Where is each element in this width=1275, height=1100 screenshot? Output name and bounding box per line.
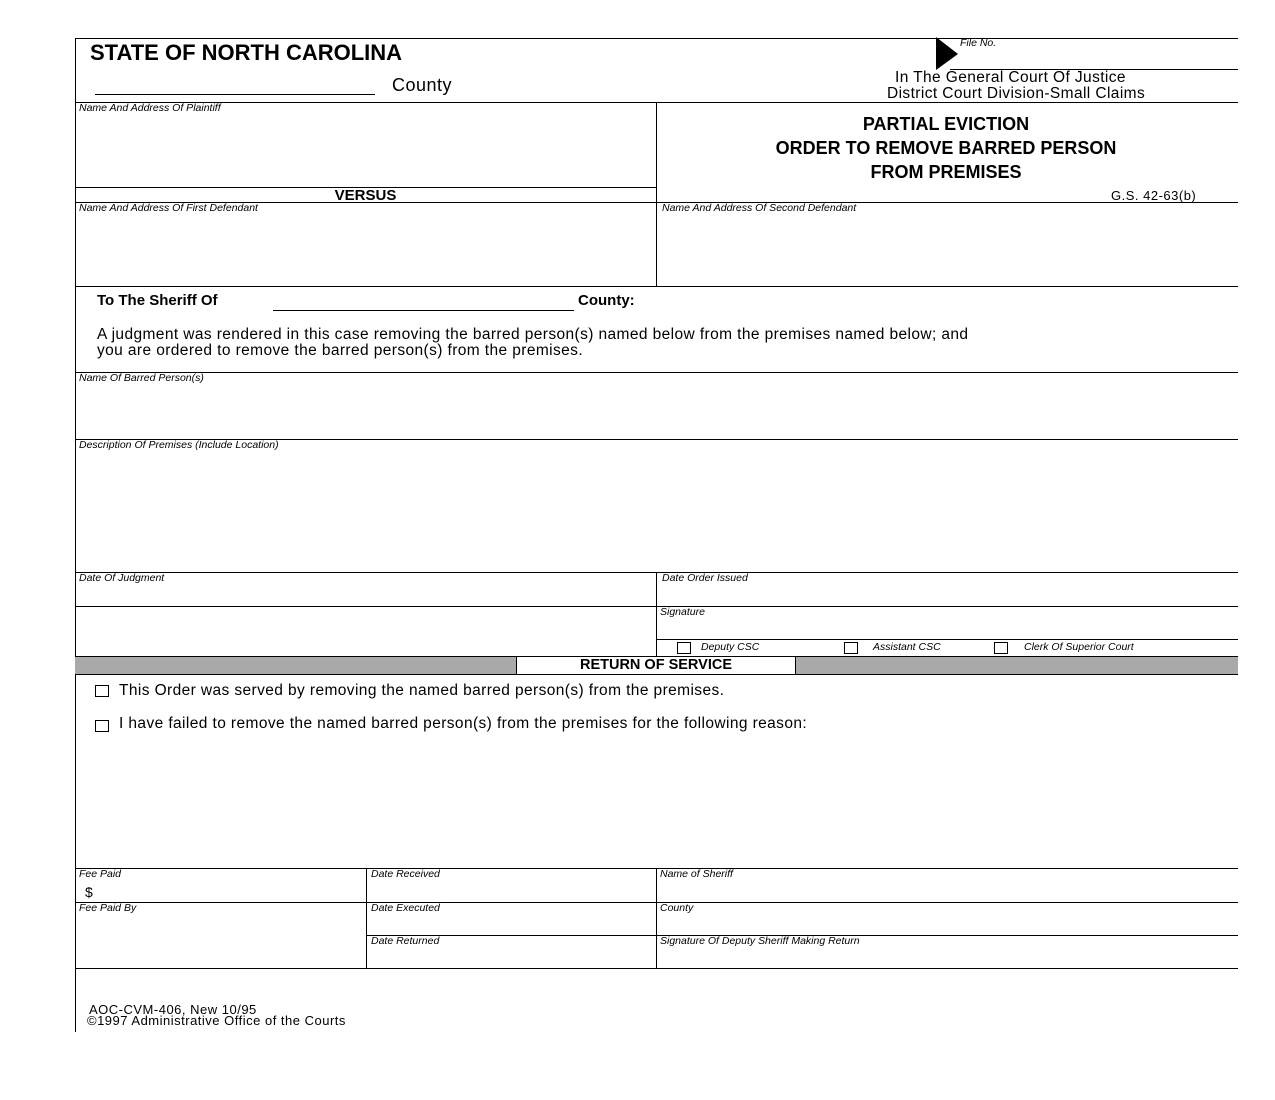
failed-checkbox[interactable] <box>95 720 109 732</box>
clerk-superior-label: Clerk Of Superior Court <box>1024 641 1134 653</box>
date-received-label: Date Received <box>371 868 440 880</box>
served-option-label: This Order was served by removing the named barred person(s) from the premises. <box>119 682 725 699</box>
date-executed-label: Date Executed <box>371 902 440 914</box>
fee-paid-by-input[interactable] <box>78 916 362 966</box>
fee-paid-label: Fee Paid <box>79 868 122 880</box>
deputy-csc-checkbox[interactable] <box>677 642 691 654</box>
order-text-line-2: you are ordered to remove the barred person(s) from the premises. <box>97 342 584 359</box>
file-no-input[interactable] <box>1010 45 1230 67</box>
sheriff-county-label: County: <box>578 292 635 309</box>
title-line-3: FROM PREMISES <box>870 162 1022 182</box>
return-service-heading: RETURN OF SERVICE <box>516 656 796 675</box>
clerk-superior-checkbox[interactable] <box>994 642 1008 654</box>
rs-county-input[interactable] <box>659 915 1234 934</box>
signature-label: Signature <box>660 606 705 618</box>
deputy-signature-input[interactable] <box>659 948 1234 967</box>
first-defendant-label: Name And Address Of First Defendant <box>79 202 258 214</box>
top-border <box>75 38 1238 39</box>
dollar-sign: $ <box>85 884 93 900</box>
signature-top-line <box>75 606 1238 607</box>
title-line-1: PARTIAL EVICTION <box>862 114 1030 134</box>
fee-divider-1 <box>366 868 367 969</box>
sheriff-county-input[interactable] <box>273 290 573 310</box>
barred-top-line <box>75 372 1238 373</box>
date-judgment-input[interactable] <box>78 585 652 605</box>
date-received-input[interactable] <box>369 882 653 901</box>
sheriff-county-underline <box>273 310 574 311</box>
assistant-csc-label: Assistant CSC <box>873 641 941 653</box>
order-text-line-1: A judgment was rendered in this case removing the barred person(s) named below from the premises named below; and <box>97 326 969 343</box>
file-no-label: File No. <box>960 37 997 49</box>
copyright: ©1997 Administrative Office of the Courts <box>87 1013 346 1028</box>
fee-paid-by-label: Fee Paid By <box>79 902 137 914</box>
date-returned-input[interactable] <box>369 948 653 967</box>
rs-county-label: County <box>660 902 694 914</box>
header-county-underline <box>95 94 375 95</box>
assistant-csc-checkbox[interactable] <box>844 642 858 654</box>
to-sheriff-label: To The Sheriff Of <box>97 292 218 309</box>
name-sheriff-input[interactable] <box>659 882 1234 901</box>
date-issued-label: Date Order Issued <box>662 572 748 584</box>
fee-middle-line <box>75 902 1238 903</box>
state-heading: STATE OF NORTH CAROLINA <box>90 40 403 65</box>
second-defendant-label: Name And Address Of Second Defendant <box>662 202 857 214</box>
name-sheriff-label: Name of Sheriff <box>660 868 733 880</box>
signature-input[interactable] <box>660 619 1234 639</box>
premises-input[interactable] <box>78 453 1234 569</box>
date-executed-input[interactable] <box>369 915 653 934</box>
failed-option-label: I have failed to remove the named barred person(s) from the premises for the following reason: <box>119 715 808 732</box>
court-line-2: District Court Division-Small Claims <box>887 85 1146 102</box>
versus-label: VERSUS <box>334 187 397 204</box>
fee-paid-input[interactable] <box>96 882 362 901</box>
file-arrow-icon <box>935 37 961 71</box>
premises-label: Description Of Premises (Include Location) <box>79 439 279 451</box>
statute-ref: G.S. 42-63(b) <box>1111 188 1197 203</box>
plaintiff-label: Name And Address Of Plaintiff <box>79 102 221 114</box>
date-returned-label: Date Returned <box>371 935 440 947</box>
form-number: AOC-CVM-406, New 10/95 <box>89 1002 257 1017</box>
date-issued-input[interactable] <box>660 585 1234 605</box>
court-line-1: In The General Court Of Justice <box>895 69 1126 86</box>
fee-divider-2 <box>656 868 657 969</box>
deputy-csc-label: Deputy CSC <box>701 641 760 653</box>
header-county-label: County <box>392 75 453 95</box>
second-defendant-input[interactable] <box>660 216 1234 282</box>
failure-reason-input[interactable] <box>96 738 1234 864</box>
header-county-input[interactable] <box>95 74 375 94</box>
date-judgment-label: Date Of Judgment <box>79 572 165 584</box>
barred-person-input[interactable] <box>78 386 1234 436</box>
first-defendant-input[interactable] <box>78 216 652 282</box>
dates-divider <box>656 572 657 656</box>
plaintiff-input[interactable] <box>78 116 652 184</box>
defendants-bottom-line <box>75 286 1238 287</box>
signature-bottom-line <box>656 639 1238 640</box>
served-checkbox[interactable] <box>95 685 109 697</box>
deputy-signature-label: Signature Of Deputy Sheriff Making Return <box>660 935 860 947</box>
form-title <box>656 112 1236 184</box>
barred-person-label: Name Of Barred Person(s) <box>79 372 204 384</box>
fee-bottom-line <box>75 968 1238 969</box>
title-line-2: ORDER TO REMOVE BARRED PERSON <box>775 138 1117 158</box>
